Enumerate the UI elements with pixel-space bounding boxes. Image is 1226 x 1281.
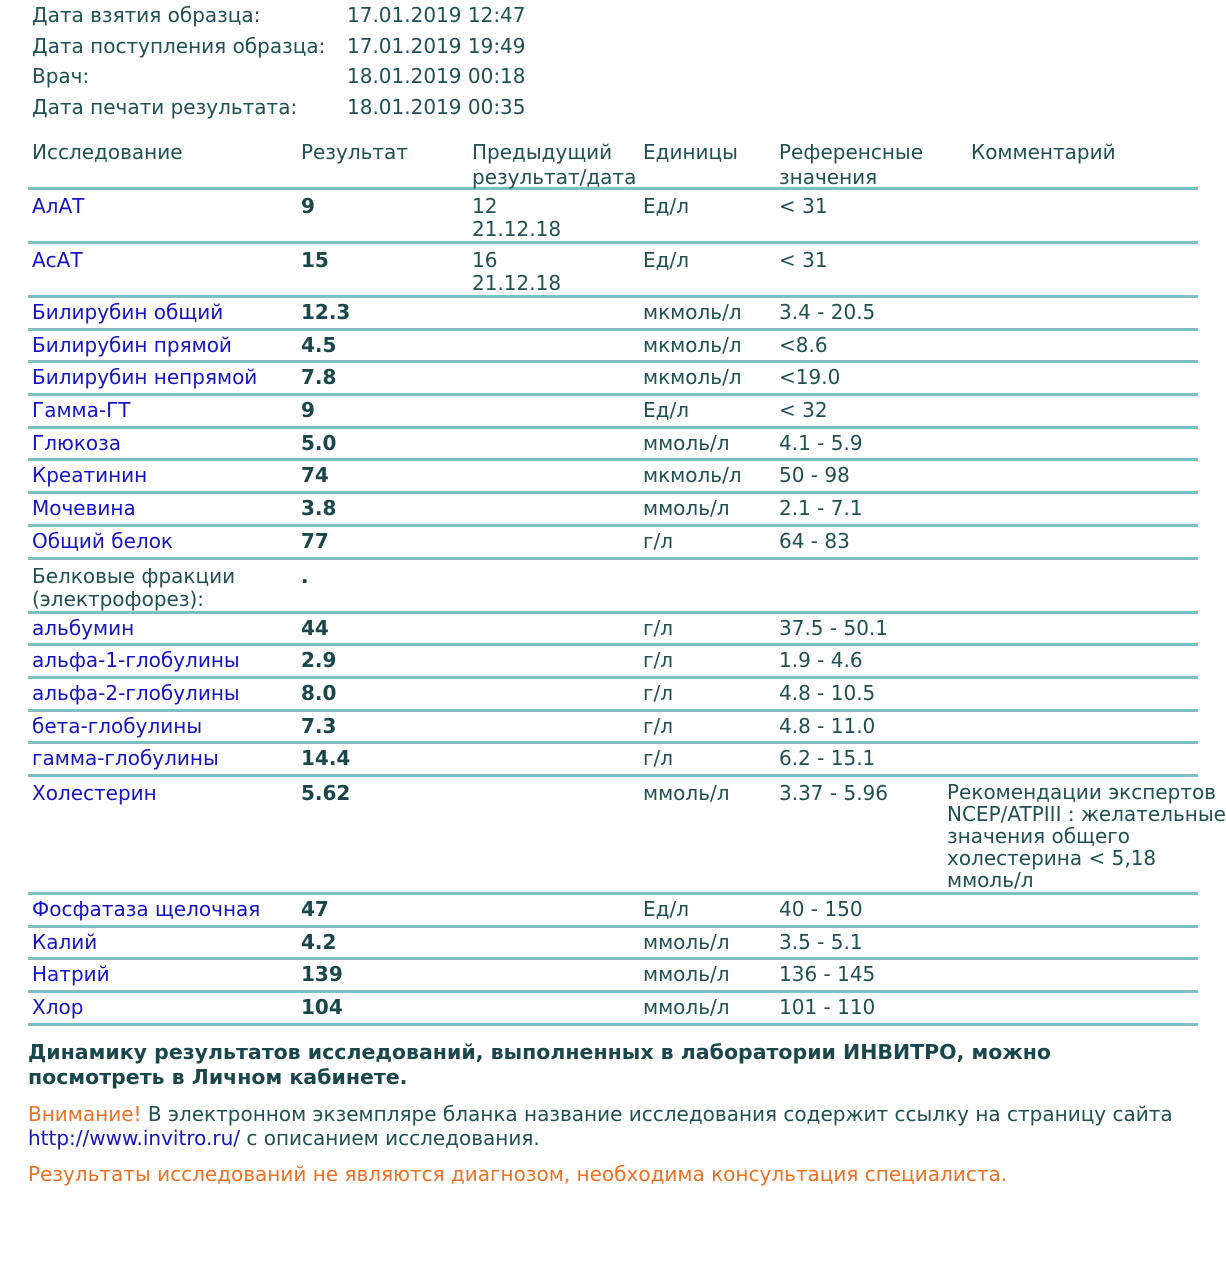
result-value: 14.4 [301,746,351,771]
test-link[interactable]: АсАТ [32,248,83,272]
sample-received-value: 17.01.2019 19:49 [347,33,526,58]
comment [959,560,1198,611]
previous-result [472,679,643,709]
reference-range: 6.2 - 15.1 [779,746,876,771]
table-row [28,614,1198,647]
result-value: 77 [301,528,329,553]
comment-line: NCEP/ATPIII : желательные [947,801,1226,826]
table-header [28,136,1198,190]
header-previous-line2: результат/дата [472,165,637,189]
warning-text: В электронном экземпляре бланка название исследования содержит ссылку на страницу сайта [141,1102,1173,1126]
previous-date: 21.12.18 [472,271,562,295]
invitro-link[interactable]: http://www.invitro.ru/ [28,1126,240,1150]
disclaimer: Результаты исследований не являются диагнозом, необходима консультация специалиста. [28,1162,1008,1186]
header-test: Исследование [32,140,183,164]
doctor-row [32,61,526,92]
comment [959,429,1198,459]
header-reference-line2: значения [779,165,878,189]
units: г/л [643,615,674,640]
warning-label: Внимание! [28,1102,142,1126]
test-link[interactable]: Мочевина [32,496,136,521]
sample-received-row [32,31,526,62]
doctor-value: 18.01.2019 00:18 [347,64,526,88]
test-link[interactable]: Фосфатаза щелочная [32,896,261,921]
previous-result [472,527,643,557]
result-value: 47 [301,896,329,921]
units: г/л [643,648,674,673]
units: мкмоль/л [643,365,742,390]
test-link[interactable]: АлАТ [32,194,85,218]
table-row [28,960,1198,993]
result-value: 8.0 [301,680,337,705]
reference-range: 3.4 - 20.5 [779,300,876,324]
table-row-cholesterol [28,777,1226,895]
reference-range: <19.0 [779,365,841,390]
result-value: 4.2 [301,929,337,954]
test-link[interactable]: бета-глобулины [32,713,203,738]
comment-line: ммоль/л [947,867,1034,892]
previous-result [472,712,643,742]
comment [959,895,1198,925]
header-comment: Комментарий [971,140,1116,164]
result-value: 3.8 [301,496,337,521]
test-link[interactable]: Хлор [32,995,84,1019]
result-value: 104 [301,995,343,1019]
test-link[interactable]: Креатинин [32,463,148,488]
comment [959,993,1198,1023]
print-date-value: 18.01.2019 00:35 [347,94,526,119]
comment-line: значения общего [947,823,1131,848]
comment [959,298,1198,328]
units: Ед/л [643,896,689,921]
comment-line: холестерина < 5,18 [947,845,1157,870]
header-result: Результат [301,140,408,164]
table-row [28,527,1198,560]
previous-result [472,744,643,774]
test-link[interactable]: альфа-1-глобулины [32,648,240,673]
previous-result [472,777,643,892]
units: г/л [643,746,674,771]
test-link[interactable]: гамма-глобулины [32,746,219,771]
test-link[interactable]: Натрий [32,962,110,987]
table-row [28,712,1198,745]
previous-result [472,461,643,491]
section-label [28,560,301,611]
comment [959,331,1198,361]
table-row-asat [28,244,1198,298]
units: мкмоль/л [643,332,742,357]
comment [959,712,1198,742]
units [643,560,779,611]
table-row [28,429,1198,462]
test-link[interactable]: Общий белок [32,528,174,553]
sample-received-label: Дата поступления образца: [32,33,326,58]
previous-result [472,614,643,644]
footer-notes [28,1040,1193,1186]
test-link[interactable]: Глюкоза [32,430,122,455]
comment [959,461,1198,491]
comment [959,363,1198,393]
previous-result [472,494,643,524]
print-date-label: Дата печати результата: [32,94,298,119]
previous-result [472,190,643,241]
result-value: 4.5 [301,332,337,357]
header-reference-line1: Референсные [779,140,924,164]
table-row [28,646,1198,679]
comment [959,679,1198,709]
result-value: 139 [301,962,343,987]
sample-taken-label: Дата взятия образца: [32,3,261,27]
previous-result [472,429,643,459]
reference-range: 4.1 - 5.9 [779,430,863,455]
previous-result [472,993,643,1023]
units: г/л [643,713,674,738]
units: ммоль/л [643,962,730,987]
reference-range: <8.6 [779,332,828,357]
test-link[interactable]: альфа-2-глобулины [32,680,240,705]
comment [959,244,1198,295]
reference-range: 37.5 - 50.1 [779,615,888,640]
comment [959,646,1198,676]
table-row [28,396,1198,429]
reference-range: < 32 [779,398,828,423]
reference-range: 4.8 - 11.0 [779,713,876,738]
reference-range: 64 - 83 [779,528,850,553]
comment [959,614,1198,644]
result-value: 7.3 [301,713,337,738]
previous-value: 16 [472,248,498,272]
result-value: 12.3 [301,300,351,324]
reference-range: 3.37 - 5.96 [779,780,888,805]
section-label-line2: (электрофорез): [32,586,205,611]
reference-range: 40 - 150 [779,896,863,921]
units: ммоль/л [643,496,730,521]
table-row [28,744,1198,777]
units: г/л [643,680,674,705]
test-link[interactable]: альбумин [32,615,135,640]
warning-note [28,1102,1193,1150]
result-value: 15 [301,248,329,272]
dynamics-note: Динамику результатов исследований, выполненных в лаборатории ИНВИТРО, можно посмотреть в Личном кабинете. [28,1040,1051,1089]
units: мкмоль/л [643,463,742,488]
reference-range: 4.8 - 10.5 [779,680,876,705]
results-table [28,136,1226,1026]
reference-range: 3.5 - 5.1 [779,929,863,954]
doctor-label: Врач: [32,64,90,88]
test-link[interactable]: Гамма-ГТ [32,398,131,423]
header-reference [779,136,959,187]
reference-range: < 31 [779,248,828,272]
reference-range: < 31 [779,194,828,218]
comment [959,928,1198,958]
reference-range: 101 - 110 [779,995,876,1019]
previous-result [472,960,643,990]
sample-info [32,0,526,122]
comment [959,190,1198,241]
comment [959,960,1198,990]
units: ммоль/л [643,995,730,1019]
sample-taken-value: 17.01.2019 12:47 [347,3,526,27]
result-value: . [301,563,309,588]
table-row [28,298,1198,331]
result-value: 74 [301,463,329,488]
table-row [28,928,1198,961]
test-link[interactable]: Билирубин общий [32,300,224,324]
table-row-protein-fractions [28,560,1198,614]
units: ммоль/л [643,780,730,805]
test-link[interactable]: Холестерин [32,780,157,805]
result-value: 2.9 [301,648,337,673]
comment-line: Рекомендации экспертов [947,779,1217,804]
previous-date: 21.12.18 [472,217,562,241]
header-units: Единицы [643,140,738,164]
result-value: 9 [301,194,315,218]
units: Ед/л [643,398,689,423]
previous-result [472,244,643,295]
reference-range: 2.1 - 7.1 [779,496,863,521]
table-row [28,679,1198,712]
previous-result [472,396,643,426]
result-value: 5.62 [301,780,351,805]
header-previous-line1: Предыдущий [472,140,613,164]
previous-result [472,646,643,676]
table-row [28,494,1198,527]
test-link[interactable]: Билирубин прямой [32,332,232,357]
test-link[interactable]: Билирубин непрямой [32,365,258,390]
previous-result [472,928,643,958]
comment [959,396,1198,426]
previous-value: 12 [472,194,498,218]
result-value: 7.8 [301,365,337,390]
comment [959,494,1198,524]
section-label-line1: Белковые фракции [32,563,236,588]
table-row [28,331,1198,364]
warning-tail: с описанием исследования. [240,1126,540,1150]
comment [959,527,1198,557]
reference-range: 50 - 98 [779,463,850,488]
result-value: 5.0 [301,430,337,455]
units: Ед/л [643,194,689,218]
header-previous [472,136,643,187]
previous-result [472,560,643,611]
print-date-row [32,92,526,123]
units: г/л [643,528,674,553]
comment [947,777,1226,892]
units: мкмоль/л [643,300,742,324]
previous-result [472,331,643,361]
table-row [28,895,1198,928]
units: Ед/л [643,248,689,272]
units: ммоль/л [643,929,730,954]
comment [959,744,1198,774]
units: ммоль/л [643,430,730,455]
previous-result [472,363,643,393]
table-row [28,461,1198,494]
table-row [28,993,1198,1026]
previous-result [472,895,643,925]
sample-taken-row [32,0,526,31]
reference-range: 136 - 145 [779,962,876,987]
previous-result [472,298,643,328]
test-link[interactable]: Калий [32,929,98,954]
result-value: 44 [301,615,329,640]
reference-range: 1.9 - 4.6 [779,648,863,673]
table-row-alat [28,190,1198,244]
reference-range [779,560,959,611]
table-row [28,363,1198,396]
result-value: 9 [301,398,315,423]
